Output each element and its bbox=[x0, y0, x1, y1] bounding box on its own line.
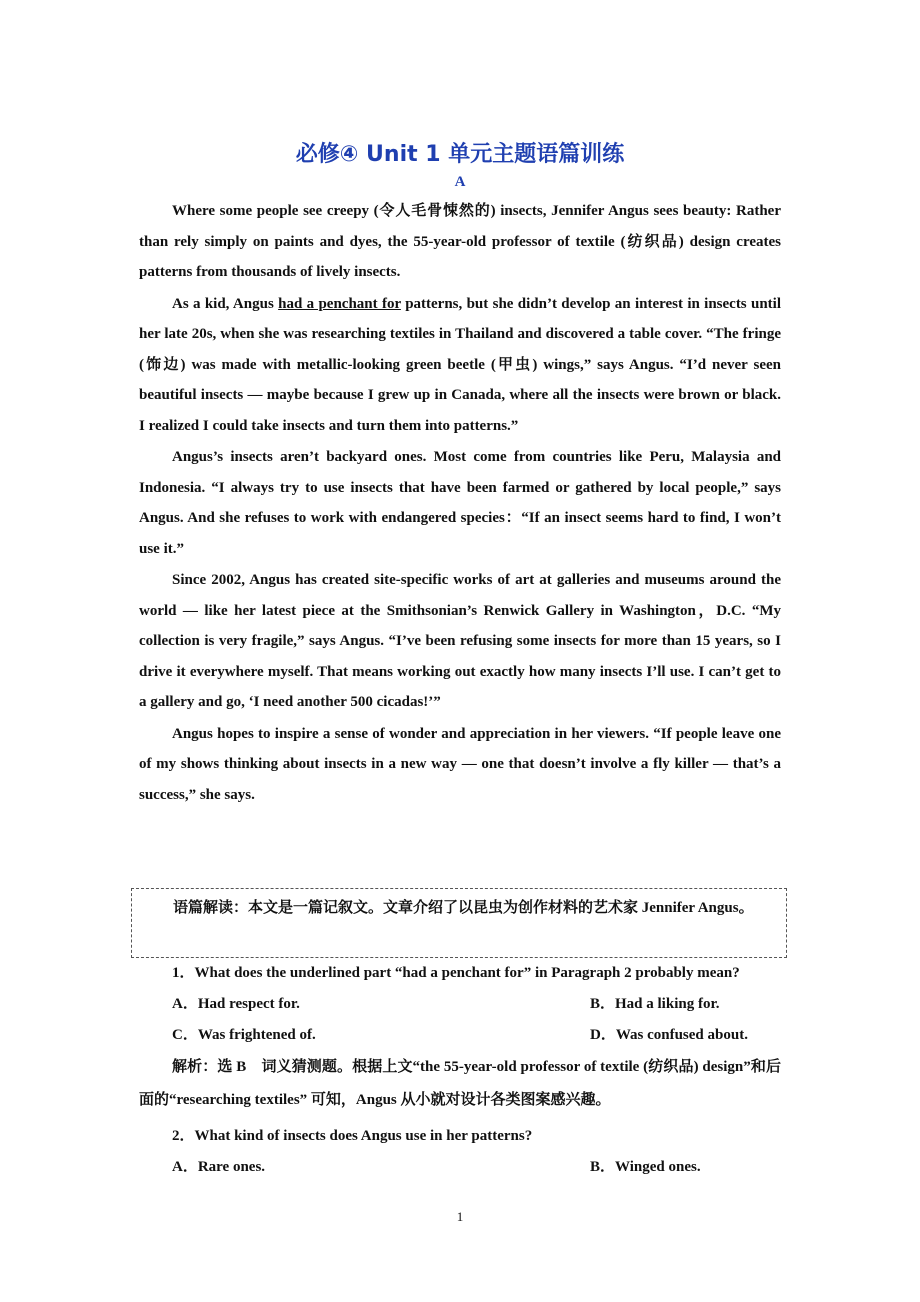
underlined-phrase: had a penchant for bbox=[278, 295, 401, 312]
option-b: B．Had a liking for. bbox=[590, 996, 720, 1012]
option-b: B．Winged ones. bbox=[590, 1159, 701, 1175]
options-row-2 bbox=[139, 1020, 781, 1051]
summary-text: 语篇解读：本文是一篇记叙文。文章介绍了以昆虫为创作材料的艺术家 Jennifer Angus。 bbox=[173, 900, 754, 916]
question-2-stem: 2．What kind of insects does Angus use in her patterns? bbox=[172, 1128, 533, 1144]
option-c: C．Was frightened of. bbox=[172, 1027, 316, 1043]
question-1-stem: 1．What does the underlined part “had a penchant for” in Paragraph 2 probably mean? bbox=[172, 965, 740, 981]
summary-box bbox=[131, 888, 787, 958]
option-a: A．Rare ones. bbox=[172, 1159, 266, 1175]
question-1 bbox=[139, 958, 781, 1117]
options-row-q2 bbox=[139, 1152, 781, 1183]
option-d: D．Was confused about. bbox=[590, 1027, 748, 1043]
article bbox=[139, 140, 781, 811]
paragraph-2-start: As a kid, Angus bbox=[172, 295, 279, 312]
question-1-analysis: 解析：选 B 词义猜测题。根据上文“the 55-year-old professor of textile (纺织品) design”和后面的“researching textiles” 可知，Angus 从小就对设计各类图案感兴趣。 bbox=[139, 1059, 781, 1108]
paragraph-2-rest: patterns, but she didn’t develop an interest in insects until her late 20s, when she was researching textiles in Thailand and discovered a table cover. “The fringe (饰边) was made with metallic-looking green beetle (甲虫) wings,” says Angus. “I’d never seen beautiful insects — maybe because I grew up in Canada, where all the insects were brown or black. I realized I could take insects and turn them into patterns.” bbox=[139, 295, 781, 434]
page-title: 必修④ Unit 1 单元主题语篇训练 bbox=[295, 142, 625, 167]
paragraph-4: Since 2002, Angus has created site-specific works of art at galleries and museums around the world — like her latest piece at the Smithsonian’s Renwick Gallery in Washington，D.C. “My collection is very fragile,” says Angus. “I’ve been refusing some insects for more than 15 years, so I drive it everywhere myself. That means working out exactly how many insects I’ll use. I can’t get to a gallery and go, ‘I need another 500 cicadas!’” bbox=[139, 572, 781, 710]
option-a: A．Had respect for. bbox=[172, 996, 300, 1012]
question-2 bbox=[139, 1121, 781, 1183]
options-row-1 bbox=[139, 989, 781, 1020]
page-number: 1 bbox=[456, 1209, 464, 1224]
paragraph-3: Angus’s insects aren’t backyard ones. Most come from countries like Peru, Malaysia and Indonesia. “I always try to use insects that have been farmed or gathered by local people,” says Angus. And she refuses to work with endangered species：“If an insect seems hard to find, I won’t use it.” bbox=[139, 449, 781, 557]
paragraph-2 bbox=[139, 289, 781, 442]
paragraph-5: Angus hopes to inspire a sense of wonder and appreciation in her viewers. “If people leave one of my shows thinking about insects in a new way — one that doesn’t involve a fly killer — that’s a success,” she says. bbox=[139, 725, 781, 803]
paragraph-1: Where some people see creepy (令人毛骨悚然的) insects, Jennifer Angus sees beauty: Rather than rely simply on paints and dyes, the 55-year-old professor of textile (纺织品) design creates patterns from thousands of lively insects. bbox=[139, 203, 781, 280]
section-label: A bbox=[454, 174, 466, 190]
